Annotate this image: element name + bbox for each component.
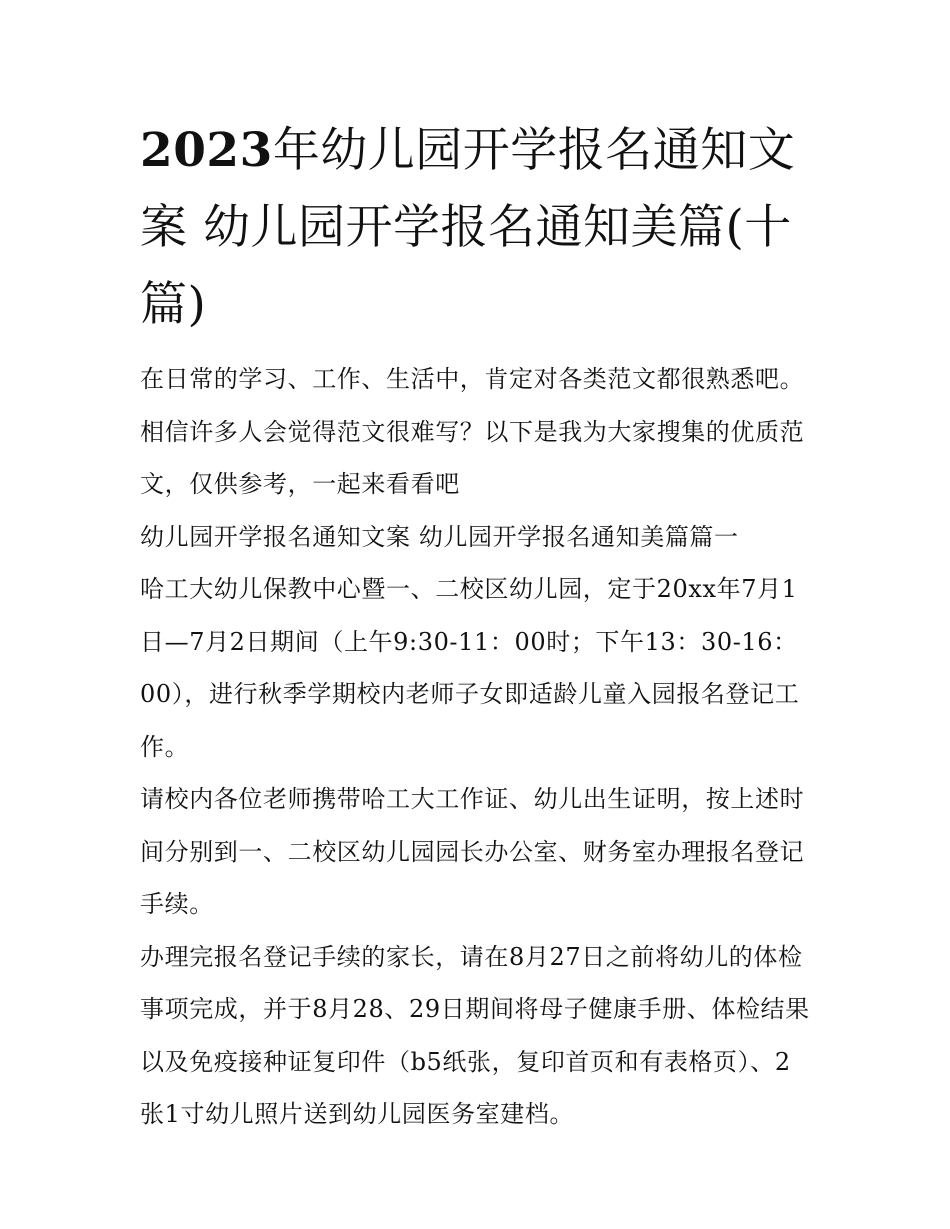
title-text: 年幼儿园开学报名通知文案 幼儿园开学报名通知美篇(十篇)	[140, 123, 796, 332]
notice-paragraph-3: 办理完报名登记手续的家长，请在8月27日之前将幼儿的体检事项完成，并于8月28、29日期间将母子健康手册、体检结果以及免疫接种证复印件（b5纸张，复印首页和有表格页）、2张1寸幼儿照片送到幼儿园医务室建档。	[140, 942, 810, 1128]
notice-paragraph-1: 哈工大幼儿保教中心暨一、二校区幼儿园，定于20xx年7月1日—7月2日期间（上午9:30-11：00时；下午13：30-16：00），进行秋季学期校内老师子女即适龄儿童入园报名登记工作。	[140, 575, 800, 761]
document-content	[140, 112, 815, 1141]
document-title	[140, 112, 815, 343]
section-heading: 幼儿园开学报名通知文案 幼儿园开学报名通知美篇篇一	[140, 522, 739, 551]
document-body	[140, 353, 815, 1141]
intro-paragraph: 在日常的学习、工作、生活中，肯定对各类范文都很熟悉吧。相信许多人会觉得范文很难写？以下是我为大家搜集的优质范文，仅供参考，一起来看看吧	[140, 365, 805, 498]
notice-paragraph-2: 请校内各位老师携带哈工大工作证、幼儿出生证明，按上述时间分别到一、二校区幼儿园园长办公室、财务室办理报名登记手续。	[140, 785, 805, 918]
title-year: 2023	[140, 123, 273, 178]
